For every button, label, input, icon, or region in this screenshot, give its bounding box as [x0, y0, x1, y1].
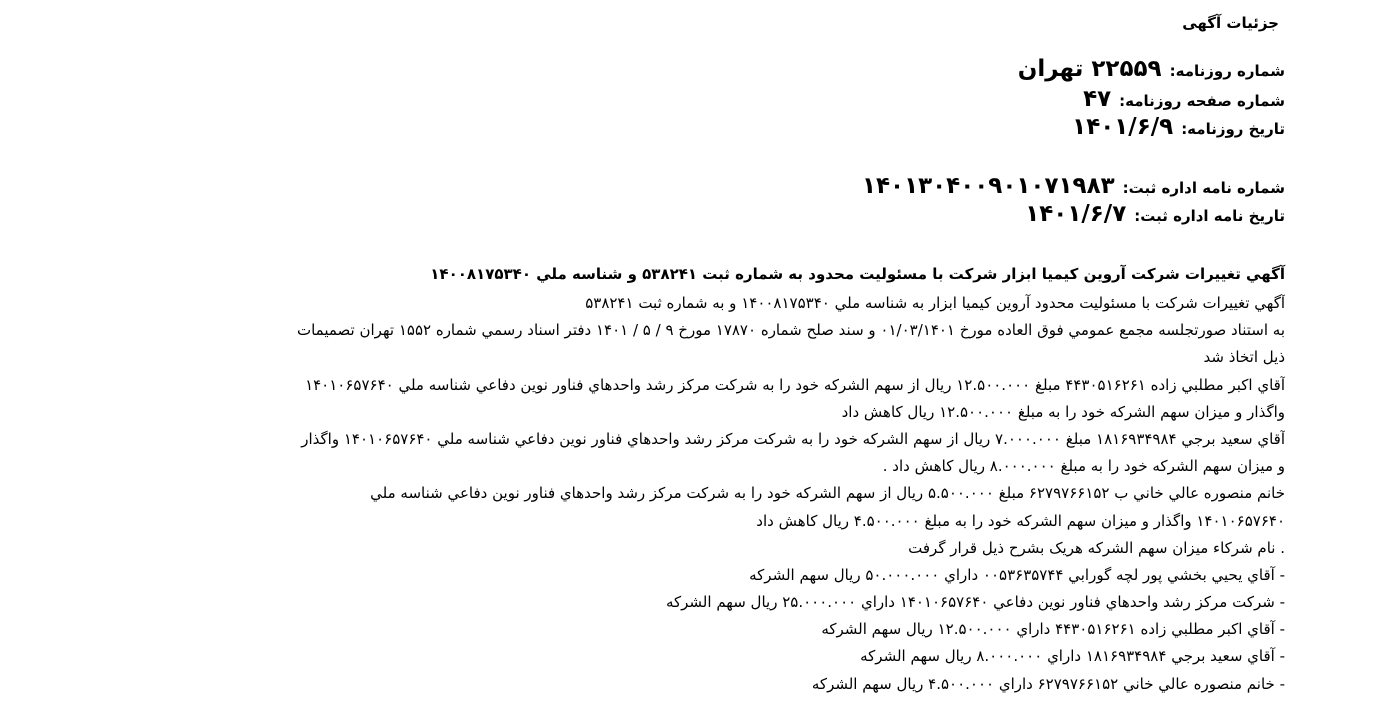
newspaper-number-label: شماره روزنامه:	[1169, 62, 1285, 80]
notice-line: به استناد صورتجلسه مجمع عمومي فوق العاده مورخ ۰۱/۰۳/۱۴۰۱ و سند صلح شماره ۱۷۸۷۰ مورخ ۹ / ۵ / ۱۴۰۱ دفتر اسناد رسمي شماره ۱۵۵۲ تهران تصميمات	[296, 321, 1285, 340]
notice-title: آگهي تغييرات شرکت آروين کيميا ابزار شرکت با مسئوليت محدود به شماره ثبت ۵۳۸۲۴۱ و شناسه ملي ۱۴۰۰۸۱۷۵۳۴۰	[430, 265, 1285, 283]
newspaper-number-value: ۲۲۵۵۹ تهران	[1017, 56, 1162, 82]
page-title: جزئیات آگهی	[1182, 14, 1279, 32]
registry-letter-date-label: تاریخ نامه اداره ثبت:	[1134, 207, 1285, 225]
registry-letter-number-row	[862, 173, 1285, 199]
registry-letter-number-label: شماره نامه اداره ثبت:	[1122, 179, 1285, 197]
notice-line: آقاي سعيد برجي ۱۸۱۶۹۳۴۹۸۴ مبلغ ۷.۰۰۰.۰۰۰ ريال از سهم الشرکه خود را به شرکت مرکز رشد واحدهاي فناور نوين دفاعي شناسه ملي ۱۴۰۱۰۶۵۷۶۴۰ واگذار	[301, 429, 1285, 448]
notice-line: و ميزان سهم الشرکه خود را به مبلغ ۸.۰۰۰.۰۰۰ ريال کاهش داد .	[882, 457, 1285, 476]
registry-letter-date-row	[1025, 201, 1285, 227]
registry-letter-number-value: ۱۴۰۱۳۰۴۰۰۹۰۱۰۷۱۹۸۳	[861, 173, 1115, 199]
notice-line: - خانم منصوره عالي خاني ۶۲۷۹۷۶۶۱۵۲ داراي ۴.۵۰۰.۰۰۰ ريال سهم الشرکه	[811, 674, 1285, 693]
notice-line: آگهي تغييرات شرکت با مسئوليت محدود آروين کيميا ابزار به شناسه ملي ۱۴۰۰۸۱۷۵۳۴۰ و به شماره ثبت ۵۳۸۲۴۱	[585, 294, 1285, 312]
page-number-label: شماره صفحه روزنامه:	[1119, 92, 1285, 110]
notice-line: ذيل اتخاذ شد	[1203, 348, 1285, 367]
newspaper-date-row	[1072, 114, 1285, 140]
notice-line: - شرکت مرکز رشد واحدهاي فناور نوين دفاعي ۱۴۰۱۰۶۵۷۶۴۰ داراي ۲۵.۰۰۰.۰۰۰ ريال سهم الشرکه	[665, 593, 1285, 612]
notice-line: - آقاي يحيي بخشي پور لچه گورابي ۰۰۵۳۶۳۵۷۴۴ داراي ۵۰.۰۰۰.۰۰۰ ريال سهم الشرکه	[749, 565, 1285, 584]
notice-body	[75, 290, 1285, 698]
newspaper-date-value: ۱۴۰۱/۶/۹	[1072, 114, 1174, 140]
notice-line: واگذار و ميزان سهم الشرکه خود را به مبلغ ۱۲.۵۰۰.۰۰۰ ريال کاهش داد	[841, 402, 1285, 421]
registry-letter-date-value: ۱۴۰۱/۶/۷	[1025, 201, 1127, 227]
page-number-value: ۴۷	[1083, 86, 1112, 112]
notice-line: . نام شرکاء ميزان سهم الشرکه هريک بشرح ذيل قرار گرفت	[908, 538, 1285, 557]
page-number-row	[1083, 86, 1285, 112]
notice-line: - آقاي سعيد برجي ۱۸۱۶۹۳۴۹۸۴ داراي ۸.۰۰۰.۰۰۰ ريال سهم الشرکه	[860, 647, 1285, 666]
newspaper-date-label: تاریخ روزنامه:	[1181, 120, 1285, 138]
notice-line: - آقاي اکبر مطلبي زاده ۴۴۳۰۵۱۶۲۶۱ داراي ۱۲.۵۰۰.۰۰۰ ريال سهم الشرکه	[821, 620, 1285, 639]
notice-line: خانم منصوره عالي خاني ب ۶۲۷۹۷۶۶۱۵۲ مبلغ ۵.۵۰۰.۰۰۰ ريال از سهم الشرکه خود را به شرکت مرکز رشد واحدهاي فناور نوين دفاعي شناسه ملي	[370, 484, 1285, 503]
newspaper-number-row	[1018, 56, 1285, 82]
notice-line: ۱۴۰۱۰۶۵۷۶۴۰ واگذار و ميزان سهم الشرکه خود را به مبلغ ۴.۵۰۰.۰۰۰ ريال کاهش داد	[756, 511, 1285, 530]
notice-details-page	[75, 0, 1285, 710]
notice-line: آقاي اکبر مطلبي زاده ۴۴۳۰۵۱۶۲۶۱ مبلغ ۱۲.۵۰۰.۰۰۰ ريال از سهم الشرکه خود را به شرکت مرکز رشد واحدهاي فناور نوين دفاعي شناسه ملي ۱۴۰۱۰۶۵۷۶۴۰	[305, 375, 1285, 394]
